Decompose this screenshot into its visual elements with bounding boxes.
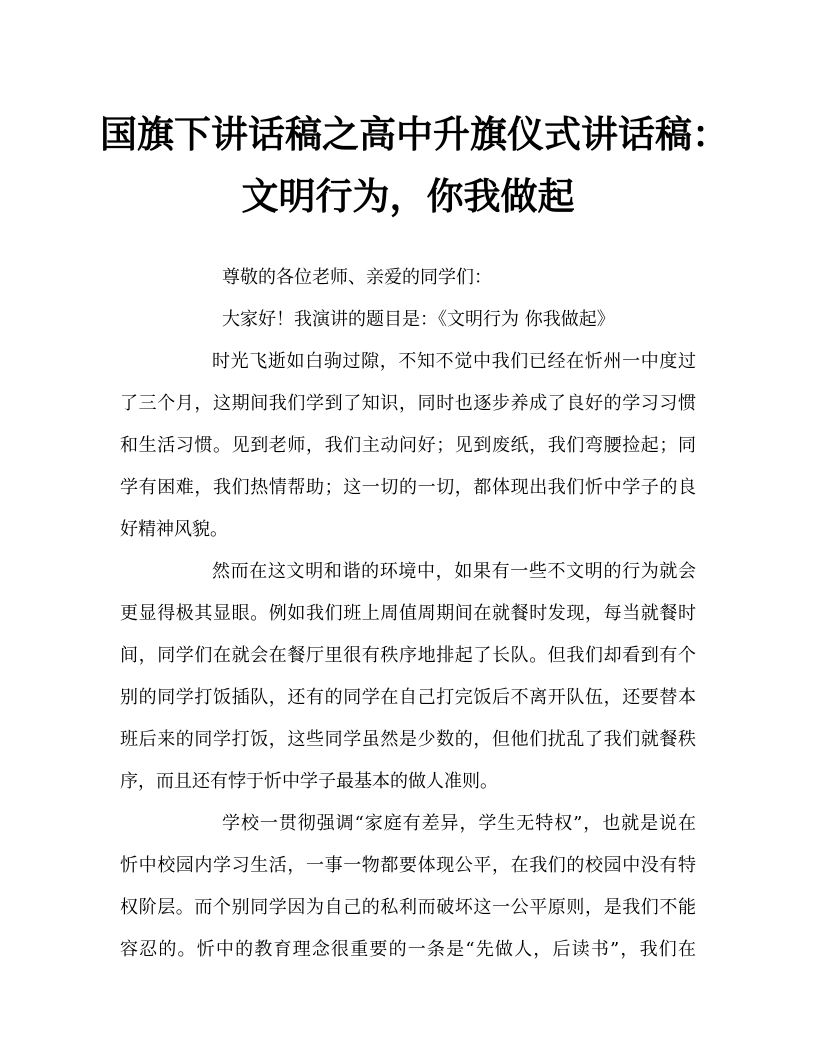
paragraph-line: 容忍的。忻中的教育理念很重要的一条是“先做人，后读书”，我们在	[120, 939, 696, 960]
paragraph-line: 时光飞逝如白驹过隙，不知不觉中我们已经在忻州一中度过	[212, 351, 696, 372]
paragraph-line: 更显得极其显眼。例如我们班上周值周期间在就餐时发现，每当就餐时	[120, 603, 696, 624]
document-title-line-2: 文明行为，你我做起	[241, 174, 575, 218]
paragraph-line: 别的同学打饭插队，还有的同学在自己打完饭后不离开队伍，还要替本	[120, 687, 696, 708]
paragraph-line: 忻中校园内学习生活，一事一物都要体现公平，在我们的校园中没有特	[120, 855, 696, 876]
paragraph-line: 和生活习惯。见到老师，我们主动问好；见到废纸，我们弯腰捡起；同	[120, 435, 696, 456]
paragraph-line: 学校一贯彻强调“家庭有差异，学生无特权”，也就是说在	[222, 813, 696, 834]
paragraph-line: 班后来的同学打饭，这些同学虽然是少数的，但他们扰乱了我们就餐秩	[120, 729, 696, 750]
paragraph-line: 学有困难，我们热情帮助；这一切的一切，都体现出我们忻中学子的良	[120, 477, 696, 498]
paragraph-line: 序，而且还有悖于忻中学子最基本的做人准则。	[120, 771, 498, 792]
document-title-line-1: 国旗下讲话稿之高中升旗仪式讲话稿：	[100, 112, 729, 156]
paragraph-line: 权阶层。而个别同学因为自己的私利而破坏这一公平原则，是我们不能	[120, 897, 696, 918]
paragraph-line: 然而在这文明和谐的环境中，如果有一些不文明的行为就会	[212, 561, 696, 582]
salutation: 尊敬的各位老师、亲爱的同学们：	[222, 267, 492, 288]
paragraph-line: 好精神风貌。	[120, 519, 228, 540]
paragraph-line: 了三个月，这期间我们学到了知识，同时也逐步养成了良好的学习习惯	[120, 393, 696, 414]
paragraph-line: 间，同学们在就会在餐厅里很有秩序地排起了长队。但我们却看到有个	[120, 645, 696, 666]
greeting: 大家好！我演讲的题目是：《文明行为 你我做起》	[222, 309, 615, 330]
